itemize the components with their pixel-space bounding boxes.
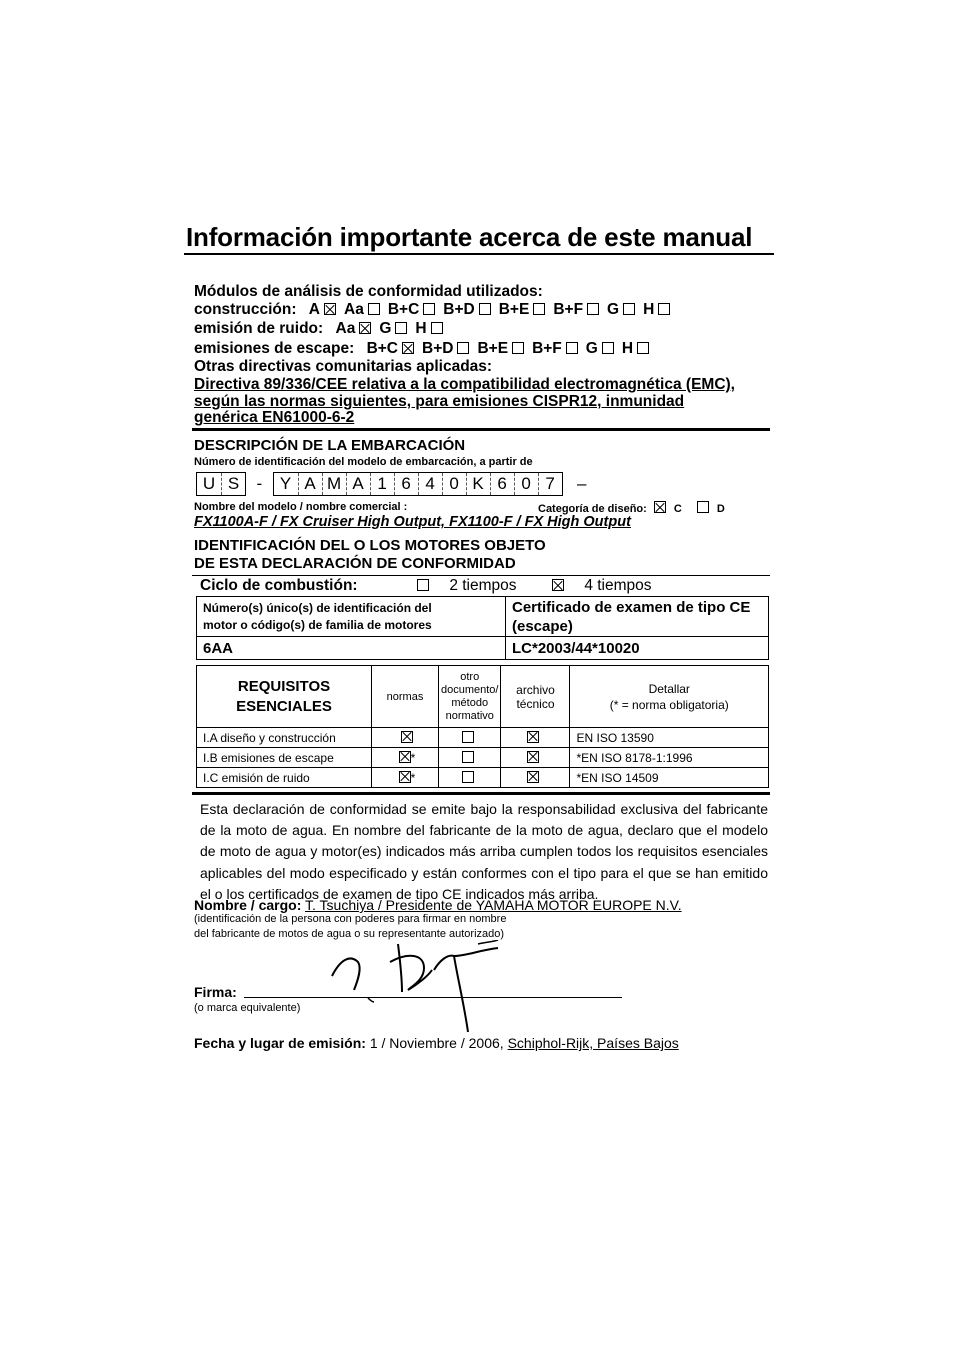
ruido-option-0-checkbox <box>359 322 371 334</box>
escape-option-1-checkbox <box>457 342 469 354</box>
id-label: Número de identificación del modelo de embarcación, a partir de <box>194 456 533 468</box>
category-d-checkbox <box>697 501 709 513</box>
motores-heading-2: DE ESTA DECLARACIÓN DE CONFORMIDAD <box>194 555 516 572</box>
archivo-cell <box>501 728 570 748</box>
signature-image <box>328 940 528 1035</box>
normas-cell <box>372 768 439 788</box>
construccion-option-4-label: B+E <box>498 301 530 318</box>
archivo-checkbox <box>527 731 539 743</box>
nombre-label: Nombre / cargo: <box>194 897 302 913</box>
normas-checkbox <box>399 771 411 783</box>
requisito-row <box>197 728 769 748</box>
detallar-header-2: (* = norma obligatoria) <box>609 697 729 712</box>
otro-cell <box>439 728 501 748</box>
category-label: Categoría de diseño: <box>538 503 647 515</box>
construccion-option-3-checkbox <box>479 303 491 315</box>
normas-checkbox <box>399 751 411 763</box>
construccion-option-6-checkbox <box>623 303 635 315</box>
ciclo-2-option <box>413 577 517 595</box>
escape-option-3-label: B+F <box>532 340 562 357</box>
ruido-option-2-checkbox <box>431 322 443 334</box>
hull-id-char-10: 0 <box>514 473 538 495</box>
requisito-label: I.B emisiones de escape <box>197 748 372 768</box>
detalle-cell: *EN ISO 14509 <box>570 768 769 788</box>
normas-star: * <box>410 750 416 765</box>
detalle-cell: EN ISO 13590 <box>570 728 769 748</box>
directiva-line-1: Directiva 89/336/CEE relativa a la compatibilidad electromagnética (EMC), <box>194 376 735 393</box>
hull-id <box>196 472 587 496</box>
hull-id-prefix <box>196 472 246 496</box>
hull-id-char-1: A <box>298 473 322 495</box>
section-rule <box>192 428 770 431</box>
otro-cell <box>439 748 501 768</box>
archivo-cell <box>501 768 570 788</box>
requisitos-table <box>196 665 769 788</box>
nombre-line <box>194 897 682 913</box>
category-c-checkbox <box>654 501 666 513</box>
normas-cell <box>372 748 439 768</box>
construccion-option-5-label: B+F <box>553 301 584 318</box>
firma-line <box>244 997 622 998</box>
detallar-header-1: Detallar <box>648 681 690 696</box>
ciclo-4-checkbox <box>552 579 564 591</box>
escape-option-4-checkbox <box>602 342 614 354</box>
ruido-option-1-checkbox <box>395 322 407 334</box>
hull-id-char-3: A <box>346 473 370 495</box>
construccion-option-7-label: H <box>643 301 655 318</box>
ciclo-label: Ciclo de combustión: <box>200 577 358 594</box>
req-header <box>197 666 372 728</box>
nombre-value: T. Tsuchiya / Presidente de YAMAHA MOTOR EUROPE N.V. <box>305 897 682 913</box>
construccion-line <box>194 301 678 319</box>
nombre-note-1: (identificación de la persona con poderes para firmar en nombre <box>194 913 507 925</box>
category-c-label: C <box>673 503 682 515</box>
lugar-value: Schiphol-Rijk, Países Bajos <box>507 1035 679 1051</box>
hull-id-char-5: 6 <box>394 473 418 495</box>
nombre-note-2: del fabricante de motos de agua o su representante autorizado) <box>194 928 505 940</box>
cert-code: LC*2003/44*10020 <box>506 637 769 660</box>
hull-id-char-2: M <box>322 473 346 495</box>
escape-line <box>194 340 657 358</box>
requisito-label: I.A diseño y construcción <box>197 728 372 748</box>
archivo-header-1: archivo <box>516 682 555 697</box>
hull-id-char-11: 7 <box>538 473 562 495</box>
detalle-cell: *EN ISO 8178-1:1996 <box>570 748 769 768</box>
firma-note: (o marca equivalente) <box>194 1002 301 1014</box>
category-d-label: D <box>716 503 725 515</box>
otro-cell <box>439 768 501 788</box>
hull-id-char-7: 0 <box>442 473 466 495</box>
construccion-option-0-checkbox <box>324 303 336 315</box>
construccion-option-7-checkbox <box>658 303 670 315</box>
hull-id-char-6: 4 <box>418 473 442 495</box>
motor-col2-header <box>506 597 769 637</box>
hull-id-separator: - <box>256 474 263 493</box>
motor-code: 6AA <box>197 637 506 660</box>
escape-label: emisiones de escape: <box>194 340 355 357</box>
hull-id-char-8: K <box>466 473 490 495</box>
escape-option-0-checkbox <box>402 342 414 354</box>
directiva-line-3: genérica EN61000-6-2 <box>194 409 355 426</box>
hull-id-char-0: Y <box>279 474 292 493</box>
model-value: FX1100A-F / FX Cruiser High Output, FX1100-F / FX High Output <box>194 514 631 530</box>
otro-header-1: otro <box>460 670 480 683</box>
requisitos-rows <box>197 728 769 788</box>
hull-id-prefix-char-0: U <box>202 474 216 493</box>
fecha-label: Fecha y lugar de emisión: <box>194 1035 366 1051</box>
hull-id-char-9: 6 <box>490 473 514 495</box>
motor-col1-header <box>197 597 506 637</box>
construccion-option-6-label: G <box>607 301 620 318</box>
otro-header-3: método <box>451 696 489 709</box>
model-label: Nombre del modelo / nombre comercial : <box>194 501 408 513</box>
archivo-checkbox <box>527 751 539 763</box>
motor-col1-line-2: motor o código(s) de familia de motores <box>203 617 432 632</box>
hull-id-suffix: – <box>577 474 587 493</box>
normas-star: * <box>410 770 416 785</box>
ruido-options <box>328 320 451 337</box>
ruido-option-0-label: Aa <box>335 320 356 337</box>
requisito-row <box>197 748 769 768</box>
normas-header: normas <box>372 666 439 728</box>
ruido-line <box>194 320 451 338</box>
escape-option-3-checkbox <box>566 342 578 354</box>
escape-option-1-label: B+D <box>422 340 454 357</box>
construccion-label: construcción: <box>194 301 297 318</box>
ciclo-4-label: 4 tiempos <box>584 577 652 594</box>
hull-id-prefix-char-1: S <box>221 473 245 495</box>
ruido-option-2-label: H <box>415 320 427 337</box>
modules-heading: Módulos de análisis de conformidad utilizados: <box>194 283 543 300</box>
construccion-options <box>301 301 679 318</box>
construccion-option-2-checkbox <box>423 303 435 315</box>
ciclo-2-label: 2 tiempos <box>449 577 517 594</box>
archivo-checkbox <box>527 771 539 783</box>
motores-heading-1: IDENTIFICACIÓN DEL O LOS MOTORES OBJETO <box>194 537 546 554</box>
ciclo-2-checkbox <box>417 579 429 591</box>
declaracion-rule <box>192 792 770 795</box>
otro-checkbox <box>462 771 474 783</box>
req-header-line-2: ESENCIALES <box>236 697 332 715</box>
hull-id-chars <box>273 472 563 496</box>
construccion-option-0-label: A <box>308 301 320 318</box>
page-title: Información importante acerca de este manual <box>186 222 753 252</box>
requisito-label: I.C emisión de ruido <box>197 768 372 788</box>
requisito-row <box>197 768 769 788</box>
otro-header-4: normativo <box>445 709 494 722</box>
motores-rule <box>192 575 770 576</box>
otro-header-2: documento/ <box>441 683 499 696</box>
otras-heading: Otras directivas comunitarias aplicadas: <box>194 358 493 375</box>
normas-cell <box>372 728 439 748</box>
escape-option-0-label: B+C <box>366 340 399 357</box>
design-category <box>538 501 725 515</box>
firma-label: Firma: <box>194 984 237 1000</box>
hull-id-char-4: 1 <box>370 473 394 495</box>
construccion-option-1-checkbox <box>368 303 380 315</box>
fecha-value: 1 / Noviembre / 2006, <box>369 1035 504 1051</box>
motor-col2-line-2: (escape) <box>512 617 573 635</box>
construccion-option-1-label: Aa <box>344 301 364 318</box>
motor-col2-line-1: Certificado de examen de tipo CE <box>512 598 751 616</box>
escape-options <box>359 340 657 357</box>
ruido-option-1-label: G <box>379 320 392 337</box>
fecha-line <box>194 1035 679 1051</box>
construccion-option-5-checkbox <box>587 303 599 315</box>
escape-option-4-label: G <box>585 340 598 357</box>
construccion-option-4-checkbox <box>533 303 545 315</box>
declaracion-paragraph: Esta declaración de conformidad se emite bajo la responsabilidad exclusiva del fabricante de la moto de agua. En nombre del fabricante de la moto de agua, declaro que el modelo de moto de agua y motor(es) indicados más arriba cumplen todos los requisitos esenciales aplicables del modo especificado y están conformes con el tipo para el que se han emitido el o los certificados de examen de tipo CE indicados más arriba. <box>200 801 768 902</box>
motor-table <box>196 596 769 660</box>
construccion-option-3-label: B+D <box>443 301 475 318</box>
otro-checkbox <box>462 751 474 763</box>
directiva-line-2: según las normas siguientes, para emisiones CISPR12, inmunidad <box>194 393 685 410</box>
normas-checkbox <box>401 731 413 743</box>
otro-checkbox <box>462 731 474 743</box>
req-header-line-1: REQUISITOS <box>237 677 331 695</box>
archivo-header-2: técnico <box>516 696 555 711</box>
archivo-header <box>501 666 570 728</box>
otro-header <box>439 666 501 728</box>
construccion-option-2-label: B+C <box>387 301 420 318</box>
ruido-label: emisión de ruido: <box>194 320 324 337</box>
escape-option-2-checkbox <box>512 342 524 354</box>
escape-option-2-label: B+E <box>477 340 509 357</box>
title-rule <box>184 253 774 255</box>
escape-option-5-checkbox <box>637 342 649 354</box>
motor-col1-line-1: Número(s) único(s) de identificación del <box>203 600 432 615</box>
ciclo-4-option <box>548 577 652 595</box>
embarcacion-heading: DESCRIPCIÓN DE LA EMBARCACIÓN <box>194 437 466 454</box>
detallar-header <box>570 666 769 728</box>
escape-option-5-label: H <box>621 340 634 357</box>
archivo-cell <box>501 748 570 768</box>
